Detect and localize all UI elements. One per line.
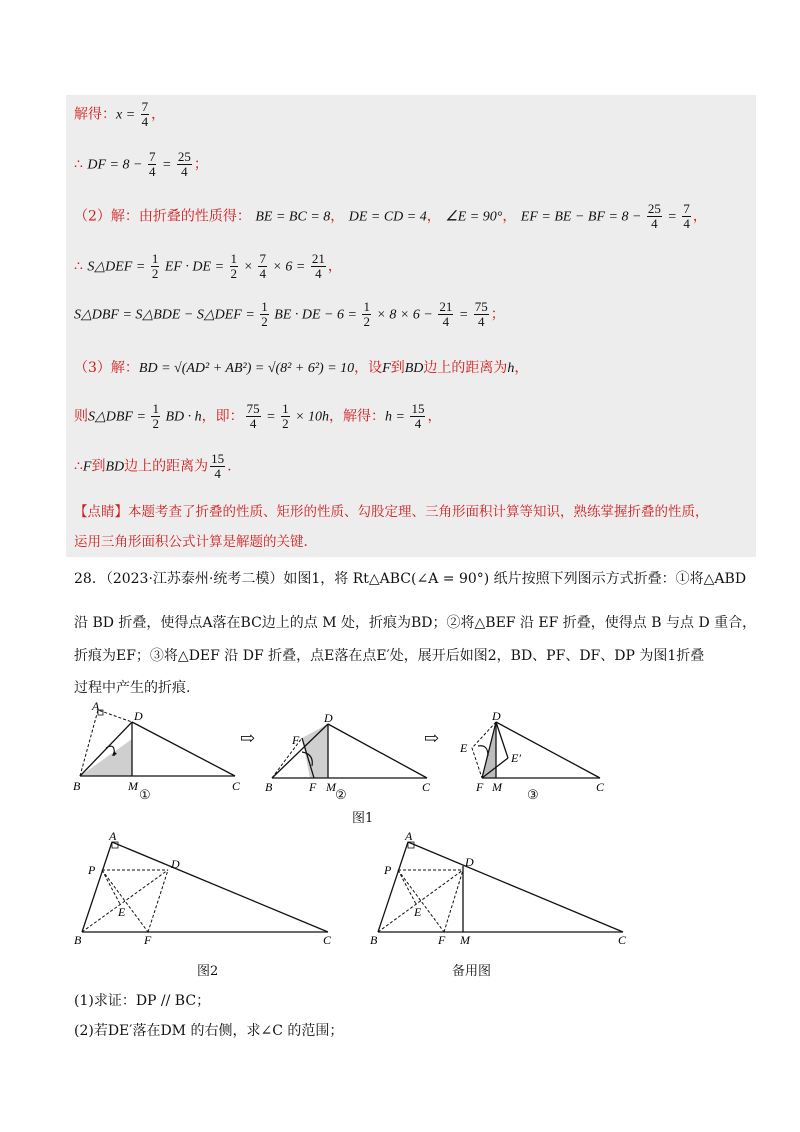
point-label: E (118, 905, 126, 919)
math: S△DBF = (88, 409, 150, 425)
text: 到 (390, 360, 405, 376)
fraction: $\frac{15}{4}$ (211, 451, 225, 481)
fraction: $\frac{1}{2}$ (282, 401, 289, 431)
point-label: D (492, 709, 501, 723)
point-label: F (438, 933, 446, 947)
point-label: D (134, 709, 143, 723)
point-label: D (324, 711, 333, 725)
point-label: F (292, 733, 300, 747)
point-label: F (476, 780, 484, 794)
answer-line-8 (74, 452, 232, 481)
math: BE · DE − 6 = (270, 307, 361, 323)
spare-figure-caption: 备用图 (452, 964, 492, 979)
math: S△DEF = (87, 259, 149, 275)
text: ，即： (201, 408, 244, 425)
math: BD = √(AD² + AB²) = √(8² + 6²) = 10 (138, 361, 355, 376)
point-label: M (128, 779, 138, 793)
text: 边上的距离为 (423, 360, 508, 376)
fraction: $\frac{1}{2}$ (151, 251, 159, 281)
fraction: $\frac{7}{4}$ (148, 149, 156, 179)
math: × 8 × 6 − (372, 307, 437, 323)
point-label: C (596, 780, 605, 794)
punct: ， (327, 258, 342, 275)
math: h (507, 361, 515, 376)
therefore-symbol: ∴ (74, 156, 83, 173)
point-label: F (144, 933, 152, 947)
question-1: (1)求证：DP // BC； (74, 993, 211, 1009)
point-label: E (414, 905, 422, 919)
math: F (82, 459, 92, 475)
point-label: A (405, 829, 413, 843)
point-label: E′ (511, 751, 521, 765)
fraction: $\frac{7}{4}$ (683, 201, 690, 231)
punct: ， (427, 408, 442, 425)
figure-1-step-3 (450, 708, 620, 798)
figure-1-caption: 图1 (352, 811, 374, 826)
point-label: B (370, 933, 378, 947)
point-label: C (422, 780, 431, 794)
arrow-icon: ⇨ (424, 728, 440, 749)
point-label: F (309, 780, 317, 794)
figure-1-step-1 (70, 698, 250, 808)
point-label: B (74, 933, 82, 947)
math: EF = BE − BF = 8 − (520, 209, 645, 225)
step-1-label: ① (139, 788, 151, 803)
text: 边上的距离为 (124, 458, 209, 475)
math: S△DBF = S△BDE − S△DEF = (74, 307, 259, 323)
question-2: (2)若DE′落在DM 的右侧，求∠C 的范围； (74, 1023, 344, 1039)
point-label: M (326, 780, 336, 794)
math: = (262, 409, 280, 425)
fraction: $\frac{1}{2}$ (363, 299, 370, 329)
text: ，解得： (329, 408, 386, 425)
point-label: C (232, 779, 241, 793)
punct: . (227, 458, 232, 475)
point-label: B (265, 780, 273, 794)
therefore-symbol: ∴ (74, 258, 83, 275)
comment-line-2: 运用三角形面积公式计算是解题的关键. (74, 534, 308, 550)
punct: ； (193, 156, 208, 173)
therefore-symbol: ∴ (74, 458, 83, 475)
fraction: $\frac{1}{2}$ (152, 401, 159, 431)
fraction: $\frac{15}{4}$ (411, 401, 425, 431)
math: F (382, 361, 391, 376)
answer-line-6 (74, 357, 528, 377)
figure-2 (68, 828, 348, 948)
punct: ， (514, 360, 529, 376)
point-label: D (171, 857, 180, 871)
punct: ， (151, 106, 166, 123)
math: × 6 = (268, 259, 309, 275)
math: x = (116, 107, 139, 123)
answer-line-7 (74, 402, 441, 431)
fraction: $\frac{75}{4}$ (246, 401, 260, 431)
answer-line-1 (74, 100, 165, 129)
answer-line-2 (74, 150, 208, 179)
math: BD (404, 361, 424, 376)
fraction: $\frac{25}{4}$ (647, 201, 661, 231)
figure-1-step-2 (262, 708, 442, 798)
point-label: D (465, 855, 474, 869)
math: BD (105, 459, 125, 475)
answer-line-5 (74, 300, 505, 329)
step-3-label: ③ (527, 788, 539, 803)
point-label: E (460, 741, 468, 755)
math: = (663, 209, 681, 225)
fraction: $\frac{25}{4}$ (177, 149, 191, 179)
figure-2-caption: 图2 (197, 964, 219, 979)
point-label: A (109, 829, 117, 843)
fraction: $\frac{7}{4}$ (141, 99, 149, 129)
fraction: $\frac{7}{4}$ (259, 251, 266, 281)
math: h = (385, 409, 409, 425)
point-label: P (88, 863, 96, 877)
fraction: $\frac{1}{2}$ (261, 299, 268, 329)
answer-line-4 (74, 252, 342, 281)
point-label: P (384, 863, 392, 877)
point-label: M (460, 933, 470, 947)
point-label: C (323, 933, 332, 947)
fraction: $\frac{75}{4}$ (474, 299, 488, 329)
text: ，设 (354, 360, 383, 376)
point-label: C (618, 933, 627, 947)
answer-line-3: （2）解：由折叠的性质得： BE = BC = 8， DE = CD = 4， ∠E = 90°， EF = BE − BF = 8 − $\frac{25}{4}$ = $\frac{7}{4}$ ， (74, 201, 707, 231)
math: ∠E = 90° (445, 209, 503, 225)
label: （3）解： (74, 360, 139, 376)
point-label: B (73, 779, 81, 793)
math: BD · h (161, 409, 202, 425)
problem-line-2: 沿 BD 折叠，使得点A落在BC边上的点 M 处，折痕为BD；②将△BEF 沿 EF 折叠，使得点 B 与点 D 重合， (74, 615, 757, 631)
comment-line-1: 【点睛】本题考查了折叠的性质、矩形的性质、勾股定理、三角形面积计算等知识，熟练掌握折叠的性质， (74, 504, 709, 520)
text: 到 (91, 458, 106, 475)
label: 解得： (74, 106, 116, 123)
math: DF = 8 − (87, 157, 146, 173)
math: = (455, 307, 472, 323)
problem-line-1: 28．（2023·江苏泰州·统考二模）如图1，将 Rt△ABC(∠A = 90°) 纸片按照下列图示方式折叠：①将△ABD (74, 571, 747, 587)
spare-figure (368, 828, 638, 948)
math: × 10h (291, 409, 330, 425)
math: BE = BC = 8 (255, 209, 331, 225)
label: （2）解：由折叠的性质得： (74, 208, 251, 225)
fraction: $\frac{21}{4}$ (439, 299, 453, 329)
punct: ； (490, 306, 505, 323)
math: EF · DE = (161, 259, 228, 275)
arrow-icon: ⇨ (240, 728, 256, 749)
problem-line-4: 过程中产生的折痕. (74, 680, 191, 696)
label: 则 (74, 408, 88, 425)
point-label: M (492, 780, 502, 794)
math: = (158, 157, 175, 173)
math: × (240, 259, 257, 275)
fraction: $\frac{21}{4}$ (311, 251, 325, 281)
problem-line-3: 折痕为EF；③将△DEF 沿 DF 折叠，点E落在点E′处，展开后如图2，BD、PF、DF、DP 为图1折叠 (74, 648, 705, 664)
math: DE = CD = 4 (348, 209, 427, 225)
fraction: $\frac{1}{2}$ (230, 251, 238, 281)
point-label: A (92, 699, 100, 713)
step-2-label: ② (335, 788, 347, 803)
